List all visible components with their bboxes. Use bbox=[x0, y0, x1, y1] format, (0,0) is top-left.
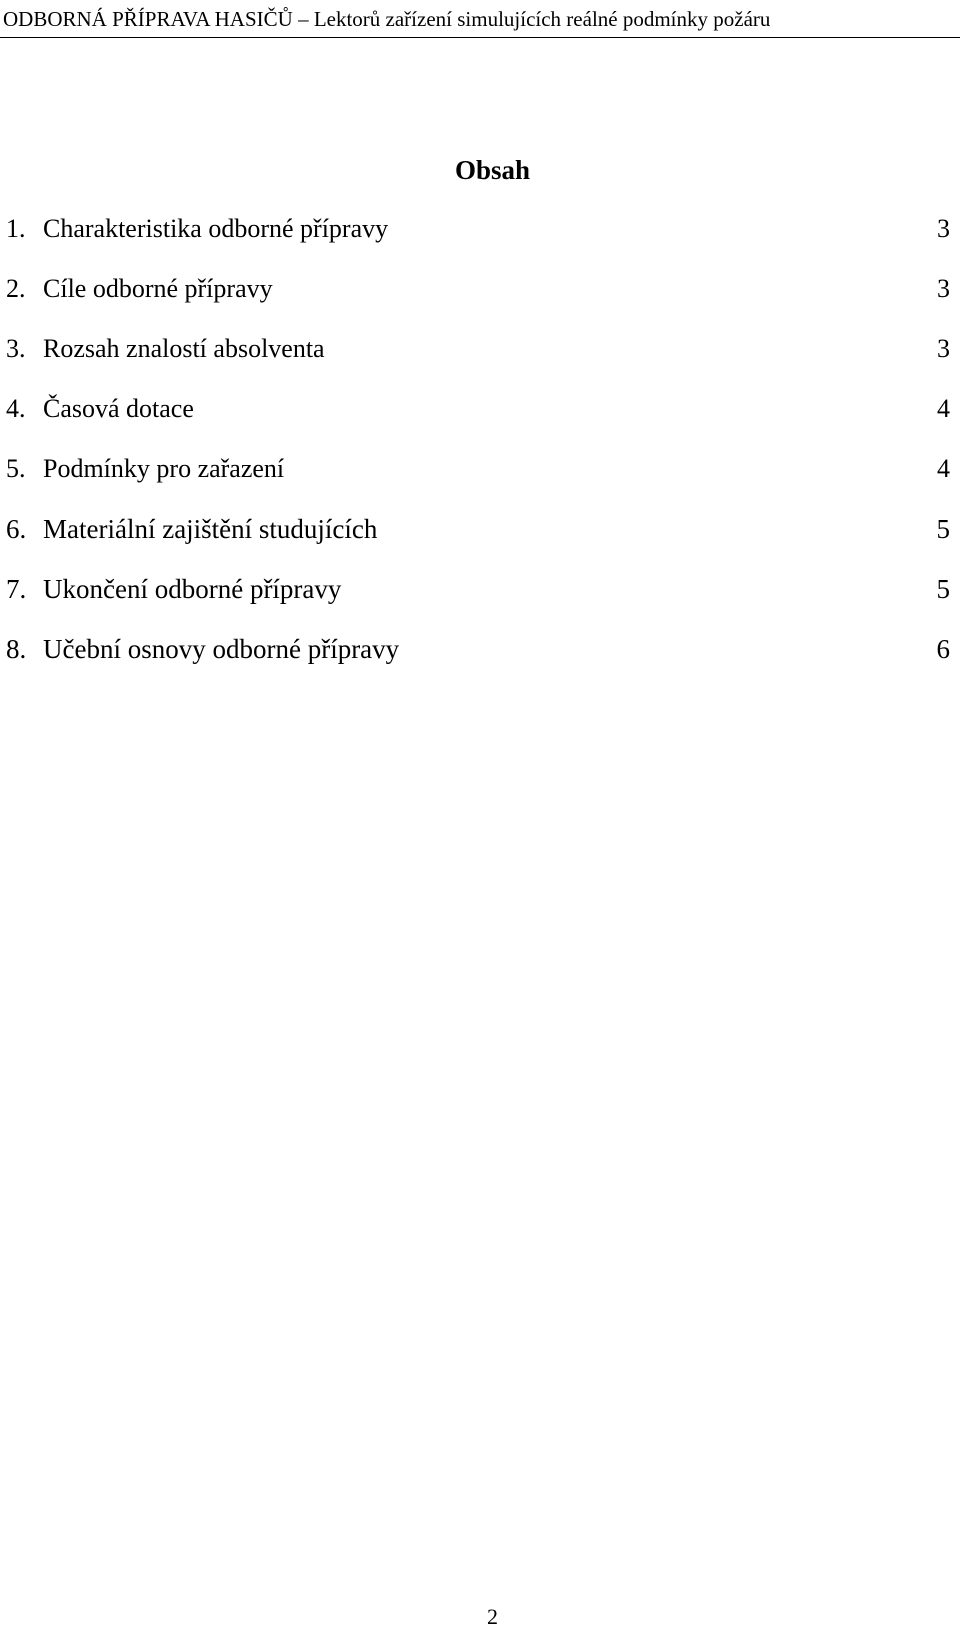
toc-entry-number: 1. bbox=[6, 214, 26, 243]
toc-entry-page: 6 bbox=[936, 634, 950, 664]
toc-entry-number: 3. bbox=[6, 334, 26, 363]
toc-entry-number: 8. bbox=[6, 634, 27, 664]
toc-entry-label: Podmínky pro zařazení bbox=[43, 454, 285, 483]
toc-entry-label: Materiální zajištění studujících bbox=[43, 514, 378, 544]
toc-entry-number: 7. bbox=[6, 574, 27, 604]
header-title-caps: ODBORNÁ PŘÍPRAVA HASIČŮ bbox=[3, 7, 293, 31]
table-of-contents bbox=[6, 214, 950, 694]
toc-entry[interactable] bbox=[6, 274, 950, 304]
toc-entry[interactable] bbox=[6, 334, 950, 364]
toc-entry-label: Rozsah znalostí absolventa bbox=[43, 334, 325, 363]
page-number: 2 bbox=[487, 1604, 498, 1629]
toc-entry-label: Učební osnovy odborné přípravy bbox=[43, 634, 400, 664]
toc-title: Obsah bbox=[454, 155, 531, 185]
toc-entry-label: Časová dotace bbox=[43, 394, 194, 423]
toc-entry[interactable] bbox=[6, 214, 950, 244]
toc-entry-number: 5. bbox=[6, 454, 26, 483]
toc-entry-page: 4 bbox=[937, 454, 950, 483]
toc-entry-page: 5 bbox=[936, 514, 950, 544]
toc-entry[interactable] bbox=[6, 454, 950, 484]
toc-entry-page: 3 bbox=[937, 334, 950, 363]
toc-entry-number: 2. bbox=[6, 274, 26, 303]
toc-entry-page: 5 bbox=[936, 574, 950, 604]
toc-entry[interactable] bbox=[6, 574, 950, 604]
toc-entry-page: 4 bbox=[937, 394, 950, 423]
toc-entry-label: Charakteristika odborné přípravy bbox=[43, 214, 389, 243]
toc-entry[interactable] bbox=[6, 514, 950, 544]
toc-entry-label: Cíle odborné přípravy bbox=[43, 274, 273, 303]
toc-entry[interactable] bbox=[6, 394, 950, 424]
header-dash: – bbox=[298, 7, 309, 31]
page-header bbox=[0, 2, 960, 38]
toc-entry[interactable] bbox=[6, 634, 950, 664]
header-subtitle: Lektorů zařízení simulujících reálné podmínky požáru bbox=[313, 7, 771, 31]
toc-entry-page: 3 bbox=[937, 214, 950, 243]
toc-entry-number: 4. bbox=[6, 394, 26, 423]
toc-entry-number: 6. bbox=[6, 514, 27, 544]
toc-entry-page: 3 bbox=[937, 274, 950, 303]
toc-entry-label: Ukončení odborné přípravy bbox=[43, 574, 342, 604]
